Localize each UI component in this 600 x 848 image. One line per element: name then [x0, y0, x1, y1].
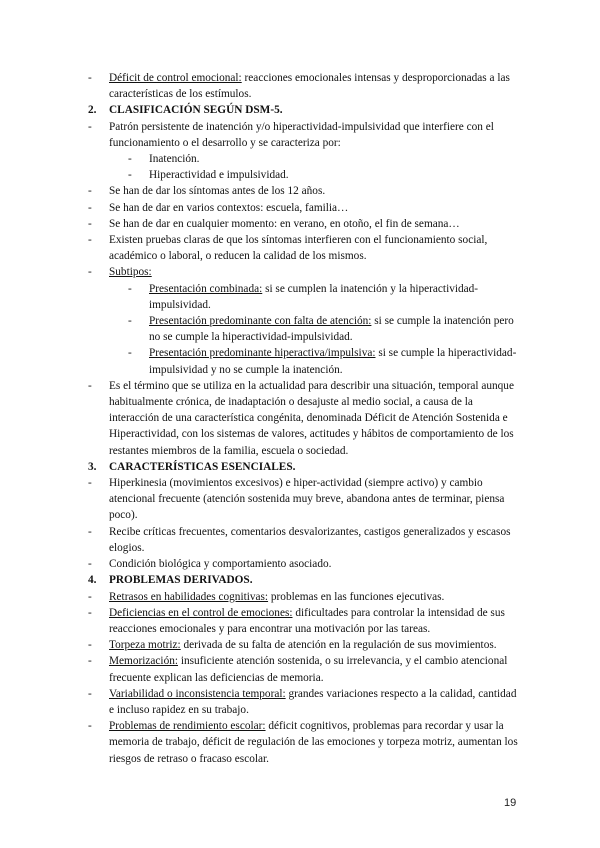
- sub-list-item: [128, 151, 520, 167]
- list-item-text: Inatención.: [149, 153, 200, 166]
- list-item-text: insuficiente atención sostenida, o su irrelevancia, y el cambio atencional frecuente explican las deficiencias de memoria.: [109, 655, 508, 684]
- list-item: [88, 183, 520, 199]
- section-number: 3.: [88, 460, 97, 473]
- list-item-term: Presentación combinada:: [149, 282, 263, 295]
- dash-bullet-icon: -: [88, 217, 92, 230]
- sub-list-item: [128, 281, 520, 313]
- list-item-term: Variabilidad o inconsistencia temporal:: [109, 687, 286, 700]
- dash-bullet-icon: -: [128, 169, 132, 182]
- dash-bullet-icon: -: [128, 282, 132, 295]
- sub-list-item: [128, 313, 520, 345]
- list-item-text: Existen pruebas claras de que los síntomas interfieren con el funcionamiento social, académico o laboral, o reducen la calidad de los mismos.: [109, 234, 488, 263]
- list-item: [88, 475, 520, 524]
- list-item: [88, 653, 520, 685]
- list-item: [88, 200, 520, 216]
- dash-bullet-icon: -: [88, 687, 92, 700]
- dash-bullet-icon: -: [88, 266, 92, 279]
- list-item-text: déficit cognitivos, problemas para recordar y usar la memoria de trabajo, déficit de regulación de las emociones y torpeza motriz, aumentan los riesgos de retraso o fracaso escolar.: [109, 720, 518, 765]
- section-heading: [88, 572, 520, 588]
- list-item-text: Hiperactividad e impulsividad.: [149, 169, 289, 182]
- section-heading: [88, 459, 520, 475]
- dash-bullet-icon: -: [88, 379, 92, 392]
- list-item: [88, 216, 520, 232]
- list-item: [88, 718, 520, 767]
- dash-bullet-icon: -: [88, 606, 92, 619]
- list-item-text: si se cumplen la inatención y la hiperactividad-impulsividad.: [149, 282, 479, 311]
- list-item-text: Patrón persistente de inatención y/o hiperactividad-impulsividad que interfiere con el funcionamiento o el desarrollo y se caracteriza por:: [109, 120, 494, 149]
- section-title: PROBLEMAS DERIVADOS.: [109, 574, 253, 587]
- section-number: 2.: [88, 104, 97, 117]
- dash-bullet-icon: -: [128, 153, 132, 166]
- list-item: [88, 524, 520, 556]
- dash-bullet-icon: -: [88, 720, 92, 733]
- dash-bullet-icon: -: [88, 72, 92, 84]
- list-item-text: Se han de dar en varios contextos: escuela, familia…: [109, 201, 349, 214]
- list-item-text: Hiperkinesia (movimientos excesivos) e hiper-actividad (siempre activo) y cambio atencional frecuente (atención sostenida muy breve, abandona antes de terminar, piensa poco).: [109, 477, 505, 522]
- list-item-term: Presentación predominante hiperactiva/impulsiva:: [149, 347, 376, 360]
- dash-bullet-icon: -: [88, 201, 92, 214]
- list-item-term: Problemas de rendimiento escolar:: [109, 720, 266, 733]
- list-item-term: Retrasos en habilidades cognitivas:: [109, 590, 269, 603]
- list-item-term: Déficit de control emocional:: [109, 72, 242, 84]
- dash-bullet-icon: -: [88, 639, 92, 652]
- dash-bullet-icon: -: [88, 525, 92, 538]
- section-title: CLASIFICACIÓN SEGÚN DSM-5.: [109, 104, 283, 117]
- dash-bullet-icon: -: [88, 558, 92, 571]
- list-item-term: Deficiencias en el control de emociones:: [109, 606, 293, 619]
- list-item-term: Memorización:: [109, 655, 179, 668]
- dash-bullet-icon: -: [88, 234, 92, 247]
- dash-bullet-icon: -: [88, 655, 92, 668]
- list-item-text: Es el término que se utiliza en la actualidad para describir una situación, temporal aunque habitualmente crónica, de inadaptación o desajuste al medio social, a causa de la interacción de una característica congénita, denominada Déficit de Atención Sostenida e Hiperactividad, con los sistemas de valores, actitudes y hábitos de comportamiento de los restantes miembros de la familia, escuela o sociedad.: [109, 379, 514, 457]
- list-item-term: Presentación predominante con falta de atención:: [149, 315, 372, 328]
- dash-bullet-icon: -: [88, 120, 92, 133]
- list-item: [88, 637, 520, 653]
- list-item-text: Recibe críticas frecuentes, comentarios desvalorizantes, castigos generalizados y escasos elogios.: [109, 525, 511, 554]
- list-item-text: Se han de dar en cualquier momento: en verano, en otoño, el fin de semana…: [109, 217, 460, 230]
- list-item-text: si se cumple la hiperactividad-impulsividad y no se cumple la inatención.: [149, 347, 517, 376]
- list-item: [88, 264, 520, 280]
- page-content: [88, 70, 520, 767]
- list-item-text: Condición biológica y comportamiento asociado.: [109, 558, 332, 571]
- list-item-text: grandes variaciones respecto a la calidad, cantidad e incluso rapidez en su trabajo.: [109, 687, 517, 716]
- list-item-text: Se han de dar los síntomas antes de los 12 años.: [109, 185, 326, 198]
- list-item: [88, 378, 520, 459]
- list-item-text: si se cumple la inatención pero no se cumple la hiperactividad-impulsividad.: [149, 315, 514, 344]
- list-item: [88, 686, 520, 718]
- list-item-text: reacciones emocionales intensas y desproporcionadas a las características de los estímulos.: [109, 72, 510, 101]
- list-item-term: Subtipos:: [109, 266, 152, 279]
- sub-list-item: [128, 345, 520, 377]
- sub-list-item: [128, 167, 520, 183]
- dash-bullet-icon: -: [128, 315, 132, 328]
- dash-bullet-icon: -: [88, 590, 92, 603]
- dash-bullet-icon: -: [128, 347, 132, 360]
- list-item-term: Torpeza motriz:: [109, 639, 181, 652]
- list-item: [88, 232, 520, 264]
- list-item: [88, 70, 520, 102]
- dash-bullet-icon: -: [88, 185, 92, 198]
- list-item-text: dificultades para controlar la intensidad de sus reacciones emocionales y para encontrar una motivación por las tareas.: [109, 606, 505, 635]
- section-title: CARACTERÍSTICAS ESENCIALES.: [109, 460, 296, 473]
- section-heading: [88, 102, 520, 118]
- list-item: [88, 589, 520, 605]
- list-item: [88, 605, 520, 637]
- section-number: 4.: [88, 574, 97, 587]
- list-item-text: problemas en las funciones ejecutivas.: [268, 590, 445, 603]
- list-item-text: derivada de su falta de atención en la regulación de sus movimientos.: [180, 639, 497, 652]
- list-item: [88, 119, 520, 151]
- dash-bullet-icon: -: [88, 477, 92, 490]
- list-item: [88, 556, 520, 572]
- page-number: 19: [504, 797, 517, 809]
